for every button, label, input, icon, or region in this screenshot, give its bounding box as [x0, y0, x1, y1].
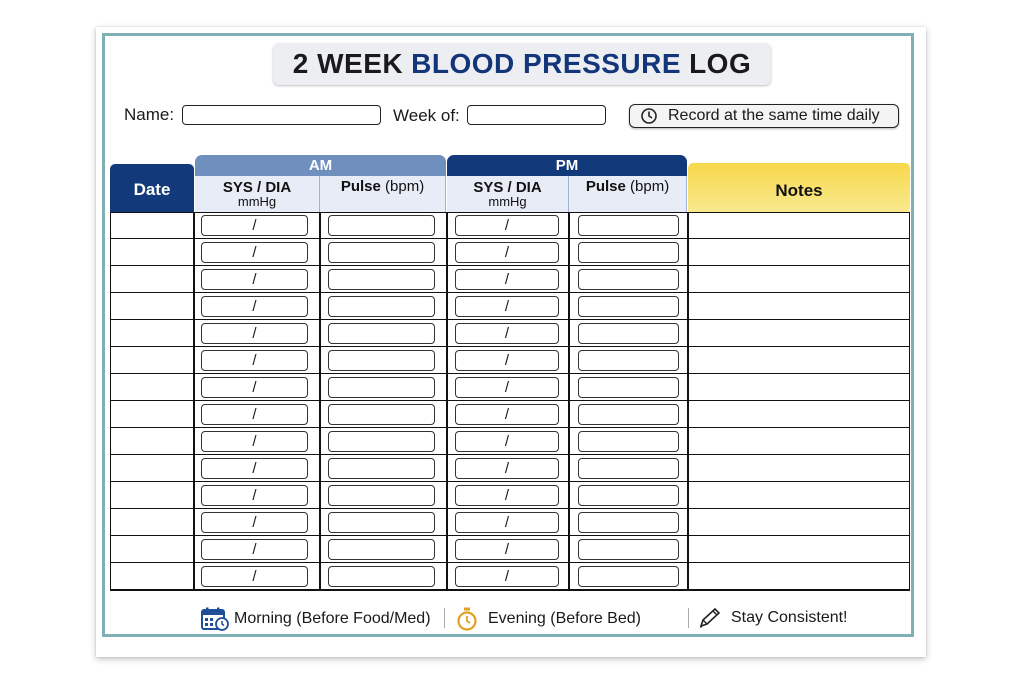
notes-cell[interactable] [689, 482, 909, 508]
slash-separator: / [252, 217, 257, 234]
am-pulse-field[interactable] [328, 269, 435, 290]
slash-separator: / [504, 433, 510, 450]
calendar-icon [201, 607, 229, 631]
pm-sys-dia-field[interactable] [455, 215, 559, 236]
pm-sys-dia-field[interactable] [455, 539, 559, 560]
notes-cell[interactable] [689, 428, 909, 454]
am-sys-dia-field[interactable] [201, 458, 308, 479]
am-sys-dia-field[interactable] [201, 350, 308, 371]
pm-pulse-field[interactable] [578, 323, 679, 344]
am-sys-dia-field[interactable] [201, 539, 308, 560]
date-cell[interactable] [111, 347, 193, 373]
am-sys-dia-field[interactable] [201, 242, 308, 263]
notes-cell[interactable] [689, 536, 909, 562]
pm-sys-dia-header [447, 176, 569, 212]
reminder-badge [629, 104, 899, 128]
title-part-3: LOG [689, 48, 752, 79]
pm-pulse-field[interactable] [578, 296, 679, 317]
slash-separator: / [504, 406, 510, 423]
date-cell[interactable] [111, 563, 193, 589]
slash-separator: / [504, 325, 510, 342]
pm-pulse-field[interactable] [578, 458, 679, 479]
footer-morning-text: Morning (Before Food/Med) [234, 610, 431, 627]
footer-consistent [698, 607, 848, 629]
pm-pulse-field[interactable] [578, 269, 679, 290]
notes-cell[interactable] [689, 239, 909, 265]
date-cell[interactable] [111, 212, 193, 238]
stopwatch-icon [456, 607, 478, 631]
slash-separator: / [252, 487, 257, 504]
slash-separator: / [252, 514, 257, 531]
am-sys-dia-field[interactable] [201, 566, 308, 587]
am-sys-dia-field[interactable] [201, 404, 308, 425]
am-sys-dia-field[interactable] [201, 431, 308, 452]
slash-separator: / [504, 244, 510, 261]
am-pulse-field[interactable] [328, 350, 435, 371]
date-cell[interactable] [111, 536, 193, 562]
pm-sys-dia-field[interactable] [455, 566, 559, 587]
date-cell[interactable] [111, 455, 193, 481]
pm-sys-dia-field[interactable] [455, 512, 559, 533]
pm-header: PM [447, 155, 687, 176]
am-unit-label: mmHg [237, 194, 277, 209]
pm-sys-dia-field[interactable] [455, 404, 559, 425]
footer-separator [444, 608, 445, 628]
pm-pulse-field[interactable] [578, 215, 679, 236]
am-pulse-field[interactable] [328, 431, 435, 452]
date-cell[interactable] [111, 482, 193, 508]
pm-unit-label: mmHg [488, 194, 527, 209]
notes-cell[interactable] [689, 320, 909, 346]
am-pulse-field[interactable] [328, 296, 435, 317]
date-cell[interactable] [111, 266, 193, 292]
slash-separator: / [252, 406, 257, 423]
pm-pulse-field[interactable] [578, 566, 679, 587]
slash-separator: / [504, 541, 510, 558]
slash-separator: / [504, 568, 510, 585]
slash-separator: / [504, 271, 510, 288]
slash-separator: / [504, 514, 510, 531]
am-sys-dia-header [195, 176, 320, 212]
title-part-1: 2 WEEK [292, 48, 404, 79]
am-pulse-field[interactable] [328, 512, 435, 533]
am-pulse-field[interactable] [328, 323, 435, 344]
page-title [273, 43, 771, 85]
notes-header: Notes [688, 163, 910, 212]
am-pulse-field[interactable] [328, 377, 435, 398]
slash-separator: / [252, 352, 257, 369]
slash-separator: / [252, 244, 257, 261]
am-sys-dia-field[interactable] [201, 269, 308, 290]
notes-cell[interactable] [689, 293, 909, 319]
slash-separator: / [252, 433, 257, 450]
date-cell[interactable] [111, 320, 193, 346]
title-part-2: BLOOD PRESSURE [411, 48, 682, 79]
pm-pulse-label: Pulse [585, 178, 626, 195]
pm-pulse-field[interactable] [578, 350, 679, 371]
pm-pulse-unit: (bpm) [630, 178, 670, 195]
notes-cell[interactable] [689, 212, 909, 238]
am-pulse-field[interactable] [328, 485, 435, 506]
slash-separator: / [252, 460, 257, 477]
week-of-label: Week of: [393, 106, 460, 125]
date-cell[interactable] [111, 428, 193, 454]
slash-separator: / [504, 487, 510, 504]
am-pulse-field[interactable] [328, 458, 435, 479]
notes-cell[interactable] [689, 374, 909, 400]
date-cell[interactable] [111, 374, 193, 400]
slash-separator: / [252, 298, 257, 315]
pm-sys-dia-field[interactable] [455, 431, 559, 452]
pm-sys-dia-field[interactable] [455, 323, 559, 344]
am-sys-dia-field[interactable] [201, 215, 308, 236]
am-header: AM [195, 155, 446, 176]
reminder-text: Record at the same time daily [668, 107, 880, 124]
pm-sys-dia-field[interactable] [455, 242, 559, 263]
pm-pulse-field[interactable] [578, 431, 679, 452]
slash-separator: / [252, 541, 257, 558]
pm-sys-dia-field[interactable] [455, 377, 559, 398]
date-cell[interactable] [111, 509, 193, 535]
slash-separator: / [504, 460, 510, 477]
slash-separator: / [504, 298, 510, 315]
date-cell[interactable] [111, 239, 193, 265]
notes-cell[interactable] [689, 563, 909, 589]
pm-pulse-header [569, 176, 687, 212]
am-pulse-header [320, 176, 446, 212]
pm-sys-dia-field[interactable] [455, 296, 559, 317]
pm-pulse-field[interactable] [578, 485, 679, 506]
pm-pulse-field[interactable] [578, 377, 679, 398]
date-cell[interactable] [111, 293, 193, 319]
am-pulse-field[interactable] [328, 404, 435, 425]
pm-pulse-field[interactable] [578, 242, 679, 263]
clock-icon [640, 107, 658, 125]
am-sys-dia-field[interactable] [201, 485, 308, 506]
am-sys-dia-label: SYS / DIA [222, 179, 292, 196]
slash-separator: / [252, 325, 257, 342]
footer-consistent-text: Stay Consistent! [731, 609, 848, 626]
name-label: Name: [124, 105, 175, 124]
pm-pulse-field[interactable] [578, 404, 679, 425]
am-sys-dia-field[interactable] [201, 377, 308, 398]
pm-sys-dia-field[interactable] [455, 350, 559, 371]
am-pulse-label: Pulse [340, 178, 381, 195]
am-pulse-field[interactable] [328, 539, 435, 560]
pm-sys-dia-field[interactable] [455, 269, 559, 290]
week-of-field[interactable] [467, 105, 606, 125]
notes-cell[interactable] [689, 509, 909, 535]
slash-separator: / [252, 568, 257, 585]
footer-separator [688, 608, 689, 628]
footer-evening-text: Evening (Before Bed) [488, 610, 641, 627]
footer-evening [456, 607, 641, 631]
pm-sys-dia-label: SYS / DIA [473, 179, 542, 196]
pencil-icon [698, 607, 722, 629]
slash-separator: / [252, 271, 257, 288]
notes-cell[interactable] [689, 455, 909, 481]
name-field[interactable] [182, 105, 381, 125]
date-header: Date [110, 164, 194, 212]
footer-morning [201, 607, 431, 631]
slash-separator: / [504, 217, 510, 234]
am-sys-dia-field[interactable] [201, 296, 308, 317]
am-pulse-unit: (bpm) [385, 178, 425, 195]
slash-separator: / [504, 352, 510, 369]
pm-pulse-field[interactable] [578, 539, 679, 560]
am-sys-dia-field[interactable] [201, 512, 308, 533]
am-pulse-field[interactable] [328, 566, 435, 587]
notes-cell[interactable] [689, 347, 909, 373]
slash-separator: / [504, 379, 510, 396]
notes-cell[interactable] [689, 401, 909, 427]
pm-sys-dia-field[interactable] [455, 458, 559, 479]
slash-separator: / [252, 379, 257, 396]
am-pulse-field[interactable] [328, 215, 435, 236]
pm-pulse-field[interactable] [578, 512, 679, 533]
am-sys-dia-field[interactable] [201, 323, 308, 344]
am-pulse-field[interactable] [328, 242, 435, 263]
notes-cell[interactable] [689, 266, 909, 292]
date-cell[interactable] [111, 401, 193, 427]
pm-sys-dia-field[interactable] [455, 485, 559, 506]
